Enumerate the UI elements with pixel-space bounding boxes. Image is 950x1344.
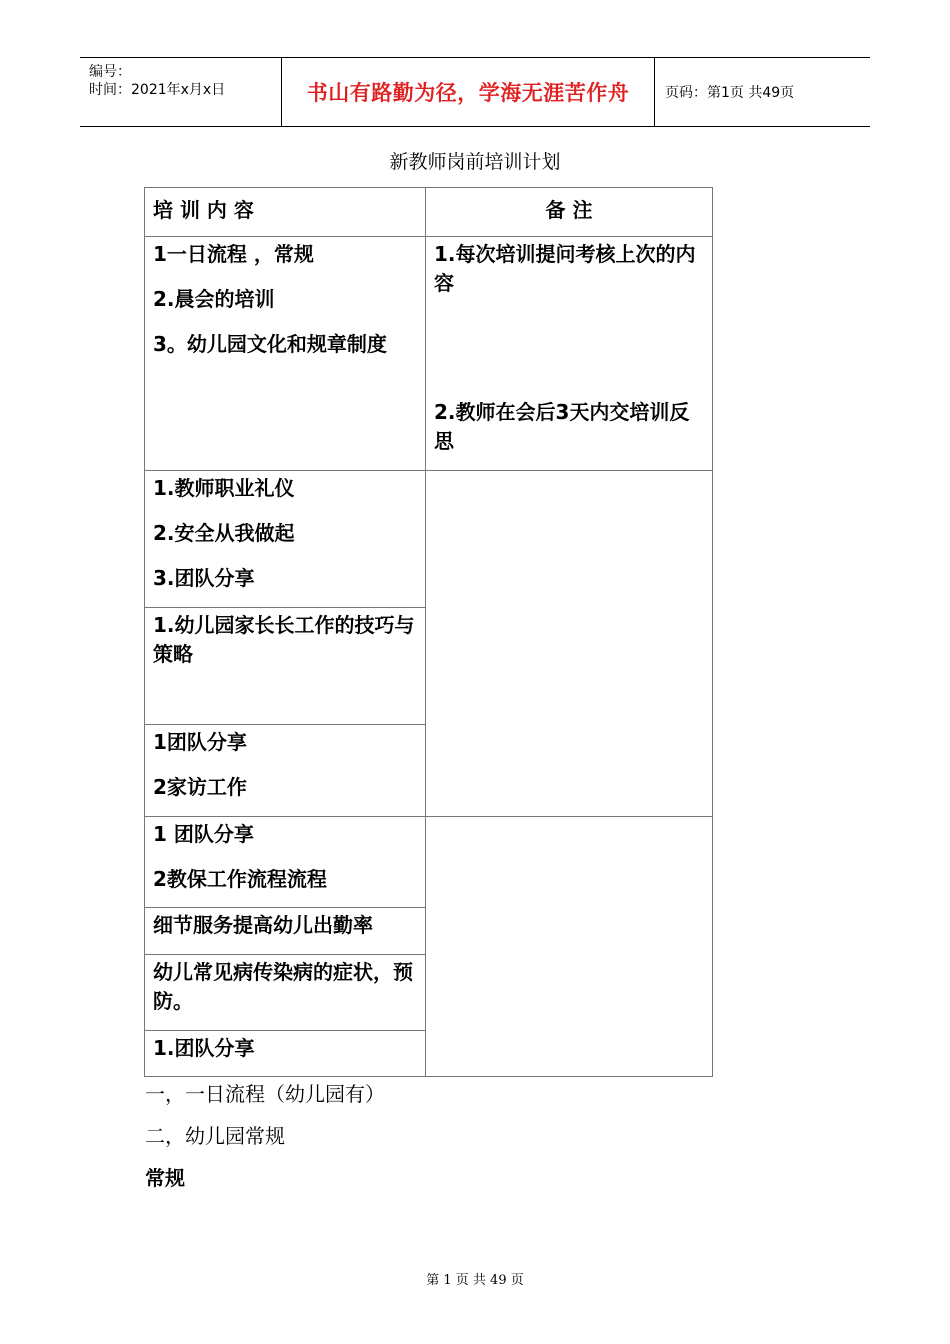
table-header-content bbox=[144, 187, 426, 237]
header-page-info: 页码：第1页 共49页 bbox=[665, 85, 795, 101]
table-row bbox=[144, 470, 426, 608]
table-row bbox=[144, 724, 426, 817]
document-title: 新教师岗前培训计划 bbox=[389, 151, 561, 173]
table-row bbox=[144, 1030, 426, 1077]
page-footer: 第 1 页 共 49 页 bbox=[426, 1273, 524, 1288]
content-line: 1.教师职业礼仪 bbox=[153, 476, 295, 500]
table-header-remark bbox=[425, 187, 713, 237]
remark-cell bbox=[425, 816, 713, 1077]
table-row bbox=[144, 607, 426, 725]
table-row bbox=[144, 907, 426, 955]
column-header: 培 训 内 容 bbox=[153, 198, 254, 222]
section-heading: 二，幼儿园常规 bbox=[145, 1124, 285, 1148]
content-line: 1.幼儿园家长长工作的技巧与策略 bbox=[153, 613, 415, 666]
content-line: 1 团队分享 bbox=[153, 822, 254, 846]
header-motto: 书山有路勤为径，学海无涯苦作舟 bbox=[306, 81, 630, 105]
table-row bbox=[144, 954, 426, 1031]
content-line: 1一日流程 ，常规 bbox=[153, 242, 314, 266]
section-heading: 一，一日流程（幼儿园有） bbox=[145, 1082, 385, 1106]
content-line: 3.团队分享 bbox=[153, 566, 255, 590]
remark-cell bbox=[425, 470, 713, 817]
content-line: 细节服务提高幼儿出勤率 bbox=[153, 913, 373, 937]
column-header: 备 注 bbox=[545, 198, 593, 222]
table-row bbox=[144, 816, 426, 908]
content-line: 1团队分享 bbox=[153, 730, 247, 754]
remark-line: 2.教师在会后3天内交培训反思 bbox=[434, 400, 690, 453]
content-line: 2.晨会的培训 bbox=[153, 287, 275, 311]
content-line: 1.团队分享 bbox=[153, 1036, 255, 1060]
remark-cell bbox=[425, 236, 713, 471]
content-line: 2教保工作流程流程 bbox=[153, 867, 327, 891]
content-line: 2家访工作 bbox=[153, 775, 247, 799]
subsection-heading: 常规 bbox=[145, 1166, 185, 1190]
header-meta bbox=[89, 63, 225, 99]
header-divider bbox=[654, 58, 655, 126]
table-row bbox=[144, 236, 426, 471]
number-label: 编号： bbox=[89, 64, 131, 80]
remark-line: 1.每次培训提问考核上次的内容 bbox=[434, 242, 696, 295]
content-line: 幼儿常见病传染病的症状，预防。 bbox=[153, 960, 413, 1013]
content-line: 2.安全从我做起 bbox=[153, 521, 295, 545]
page-header bbox=[80, 57, 870, 127]
time-label: 时间：2021年x月x日 bbox=[89, 82, 226, 98]
content-line: 3。幼儿园文化和规章制度 bbox=[153, 332, 387, 356]
